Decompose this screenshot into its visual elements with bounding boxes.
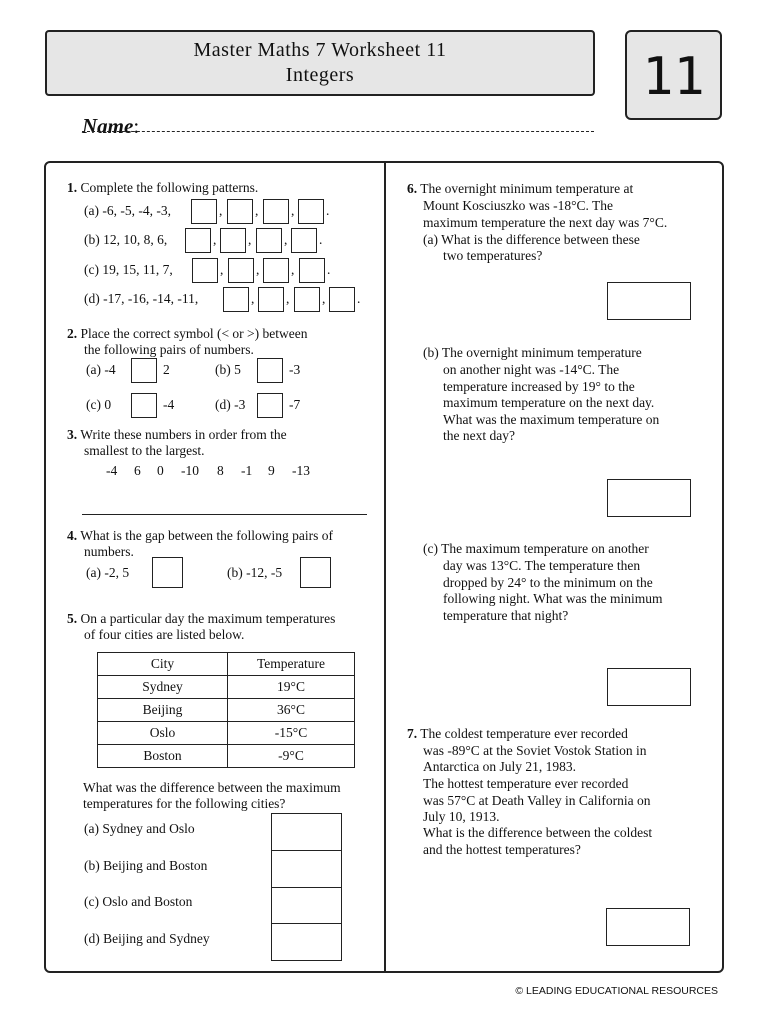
q4-prompt-2: numbers. — [84, 544, 134, 559]
q1b-box-2[interactable] — [220, 228, 246, 253]
name-field[interactable] — [82, 131, 594, 132]
q6b-text: the next day? — [443, 428, 515, 443]
q2d-box[interactable] — [257, 393, 283, 418]
q1-sep: , — [251, 291, 255, 306]
q4a-text: (a) -2, 5 — [86, 565, 130, 580]
table-cell-city: Beijing — [98, 699, 228, 722]
q3-prompt-2: smallest to the largest. — [84, 443, 205, 458]
q1-sep: , — [248, 232, 252, 247]
q6c-text: (c) The maximum temperature on another — [423, 541, 649, 556]
column-divider — [384, 161, 386, 973]
q6-text: Mount Kosciuszko was -18°C. The — [423, 198, 614, 213]
q1-end: . — [326, 203, 330, 218]
q1-sep: , — [219, 203, 223, 218]
q7-text: The hottest temperature ever recorded — [423, 776, 629, 791]
q1-end: . — [327, 262, 331, 277]
q1b-box-3[interactable] — [256, 228, 282, 253]
q1a-box-4[interactable] — [298, 199, 324, 224]
q5-prompt: 5. On a particular day the maximum temperatures — [67, 611, 336, 626]
q1c-box-2[interactable] — [228, 258, 254, 283]
q7-text: What is the difference between the coldest — [423, 825, 653, 840]
q1d-box-3[interactable] — [294, 287, 320, 312]
q3-number: 8 — [217, 463, 224, 478]
q2a-box[interactable] — [131, 358, 157, 383]
table-header-city: City — [98, 653, 228, 676]
q4-prompt: 4. What is the gap between the following pairs of — [67, 528, 333, 543]
q5-question-2: temperatures for the following cities? — [83, 796, 286, 811]
q1-sep: , — [213, 232, 217, 247]
q1-end: . — [357, 291, 361, 306]
q1c-box-1[interactable] — [192, 258, 218, 283]
q5c-text: (c) Oslo and Boston — [84, 894, 193, 909]
q1a-box-2[interactable] — [227, 199, 253, 224]
q3-number: -4 — [106, 463, 118, 478]
q6-text: 6. The overnight minimum temperature at — [407, 181, 634, 196]
copyright-notice: © LEADING EDUCATIONAL RESOURCES — [515, 985, 718, 997]
q5b-answer-box[interactable] — [271, 850, 342, 888]
q1-sep: , — [255, 203, 259, 218]
q7-text: July 10, 1913. — [423, 809, 500, 824]
table-row — [98, 699, 355, 722]
q2b-left: (b) 5 — [215, 362, 241, 377]
q5a-text: (a) Sydney and Oslo — [84, 821, 195, 836]
q3-number: -13 — [292, 463, 310, 478]
q6-text: maximum temperature the next day was 7°C. — [423, 215, 668, 230]
table-cell-city: Boston — [98, 745, 228, 768]
q5-prompt-2: of four cities are listed below. — [84, 627, 245, 642]
q1c-box-4[interactable] — [299, 258, 325, 283]
q1b-text: (b) 12, 10, 8, 6, — [84, 232, 168, 247]
q6b-text: (b) The overnight minimum temperature — [423, 345, 642, 360]
q2-prompt-2: the following pairs of numbers. — [84, 342, 254, 357]
q1d-text: (d) -17, -16, -14, -11, — [84, 291, 199, 306]
table-cell-city: Sydney — [98, 676, 228, 699]
q4b-text: (b) -12, -5 — [227, 565, 283, 580]
table-cell-temperature: -9°C — [228, 745, 355, 768]
q1-prompt: 1. Complete the following patterns. — [67, 180, 259, 195]
q5d-answer-box[interactable] — [271, 923, 342, 961]
q3-number: 6 — [134, 463, 141, 478]
q5-question: What was the difference between the maximum — [83, 780, 341, 795]
q7-text: and the hottest temperatures? — [423, 842, 581, 857]
q3-number: -10 — [181, 463, 199, 478]
q6a-answer-box[interactable] — [607, 282, 691, 320]
name-label: Name: — [82, 114, 140, 138]
q2b-right: -3 — [289, 362, 301, 377]
q2d-left: (d) -3 — [215, 397, 246, 412]
q6b-text: on another night was -14°C. The — [443, 362, 620, 377]
q1-sep: , — [286, 291, 290, 306]
table-cell-temperature: 19°C — [228, 676, 355, 699]
q6b-answer-box[interactable] — [607, 479, 691, 517]
temperature-table — [97, 652, 355, 768]
q1d-box-4[interactable] — [329, 287, 355, 312]
q1d-box-1[interactable] — [223, 287, 249, 312]
q6a-text: (a) What is the difference between these — [423, 232, 640, 247]
worksheet-title: Master Maths 7 Worksheet 11 — [193, 39, 447, 61]
q2d-right: -7 — [289, 397, 301, 412]
q5c-answer-box[interactable] — [271, 887, 342, 925]
q2-prompt: 2. Place the correct symbol (< or >) between — [67, 326, 308, 341]
q3-number: 0 — [157, 463, 164, 478]
q6b-text: maximum temperature on the next day. — [443, 395, 655, 410]
q1-sep: , — [322, 291, 326, 306]
q6c-text: dropped by 24° to the minimum on the — [443, 575, 653, 590]
q1-sep: , — [256, 262, 260, 277]
q3-prompt: 3. Write these numbers in order from the — [67, 427, 287, 442]
q3-answer-line[interactable] — [82, 514, 367, 515]
q6a-text: two temperatures? — [443, 248, 543, 263]
q1d-box-2[interactable] — [258, 287, 284, 312]
table-cell-temperature: 36°C — [228, 699, 355, 722]
q2a-right: 2 — [163, 362, 170, 377]
q7-text: was -89°C at the Soviet Vostok Station in — [423, 743, 647, 758]
q1-sep: , — [291, 262, 295, 277]
q1a-box-1[interactable] — [191, 199, 217, 224]
q3-number: 9 — [268, 463, 275, 478]
q5b-text: (b) Beijing and Boston — [84, 858, 208, 873]
table-header-temperature: Temperature — [228, 653, 355, 676]
q6c-text: following night. What was the minimum — [443, 591, 663, 606]
q2c-right: -4 — [163, 397, 175, 412]
table-cell-temperature: -15°C — [228, 722, 355, 745]
q6c-answer-box[interactable] — [607, 668, 691, 706]
q1-sep: , — [284, 232, 288, 247]
q2c-left: (c) 0 — [86, 397, 112, 412]
q5d-text: (d) Beijing and Sydney — [84, 931, 210, 946]
q1b-box-1[interactable] — [185, 228, 211, 253]
table-row — [98, 722, 355, 745]
q1-end: . — [319, 232, 323, 247]
q7-text: Antarctica on July 21, 1983. — [423, 759, 576, 774]
worksheet-number-badge: 11 — [625, 30, 722, 120]
q5a-answer-box[interactable] — [271, 813, 342, 851]
q4a-box[interactable] — [152, 557, 183, 588]
q1b-box-4[interactable] — [291, 228, 317, 253]
table-cell-city: Oslo — [98, 722, 228, 745]
q1a-text: (a) -6, -5, -4, -3, — [84, 203, 171, 218]
q3-number: -1 — [241, 463, 253, 478]
q2c-box[interactable] — [131, 393, 157, 418]
worksheet-title-box — [45, 30, 595, 96]
table-row — [98, 676, 355, 699]
q7-text: was 57°C at Death Valley in California on — [423, 793, 651, 808]
worksheet-topic: Integers — [285, 64, 355, 86]
table-header-row — [98, 653, 355, 676]
q4b-box[interactable] — [300, 557, 331, 588]
q1a-box-3[interactable] — [263, 199, 289, 224]
q2b-box[interactable] — [257, 358, 283, 383]
q7-answer-box[interactable] — [606, 908, 690, 946]
q7-text: 7. The coldest temperature ever recorded — [407, 726, 628, 741]
q6b-text: What was the maximum temperature on — [443, 412, 660, 427]
table-row — [98, 745, 355, 768]
q1-sep: , — [220, 262, 224, 277]
q2a-left: (a) -4 — [86, 362, 116, 377]
q6c-text: temperature that night? — [443, 608, 569, 623]
q1c-box-3[interactable] — [263, 258, 289, 283]
q1-sep: , — [291, 203, 295, 218]
q6b-text: temperature increased by 19° to the — [443, 379, 635, 394]
q1c-text: (c) 19, 15, 11, 7, — [84, 262, 173, 277]
q6c-text: day was 13°C. The temperature then — [443, 558, 641, 573]
